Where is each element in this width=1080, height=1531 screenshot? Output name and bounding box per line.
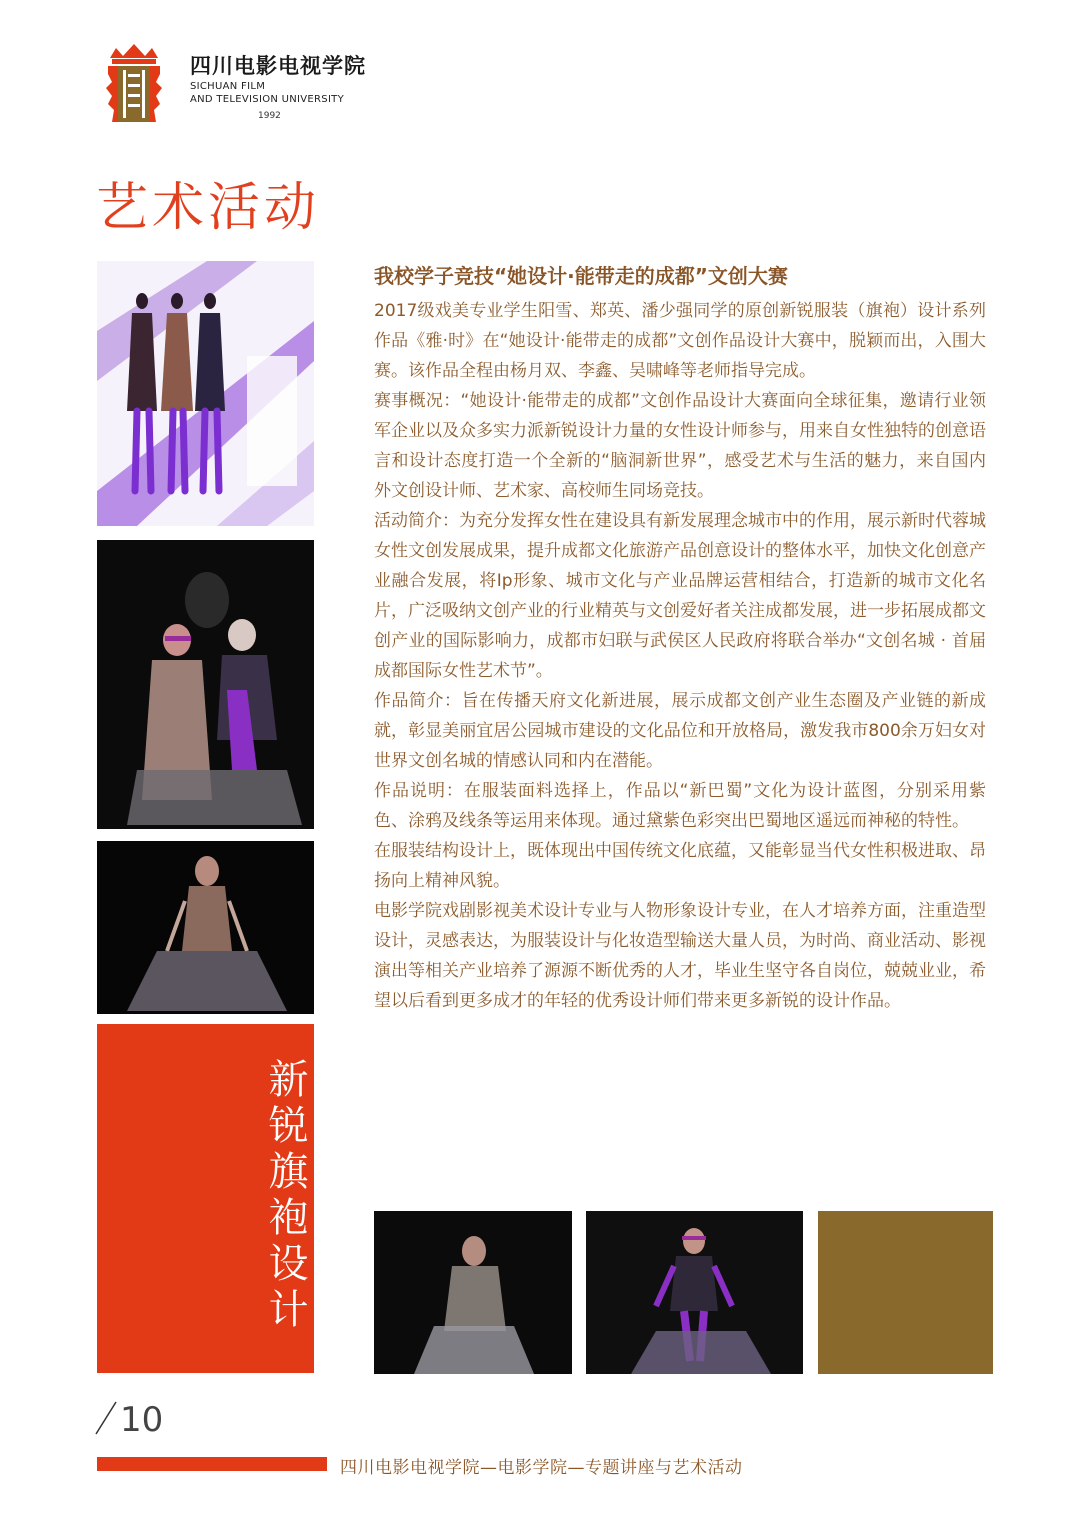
section-title: 艺术活动 <box>96 178 321 238</box>
model-portrait-photo-right <box>586 1211 803 1374</box>
school-name-cn: 四川电影电视学院 <box>190 54 366 78</box>
model-photo-image-icon <box>586 1211 803 1374</box>
founded-year: 1992 <box>258 111 281 121</box>
page-number: 10 <box>120 1400 164 1440</box>
school-name-en-line1: SICHUAN FILM <box>190 81 266 92</box>
footer-accent-bar <box>97 1457 327 1471</box>
school-name-en-line2: AND TELEVISION UNIVERSITY <box>190 94 345 105</box>
article <box>374 262 986 1016</box>
vertical-title: 新锐旗袍设计 <box>262 1058 308 1334</box>
model-photo-image-icon <box>97 841 314 1014</box>
article-title: 我校学子竞技“她设计·能带走的成都”文创大赛 <box>374 264 788 288</box>
slash-divider-icon <box>94 1400 118 1436</box>
fashion-sketch-image-icon <box>97 261 314 526</box>
article-paragraph-event: 活动简介：为充分发挥女性在建设具有新发展理念城市中的作用，展示新时代蓉城女性文创发展成果，提升成都文化旅游产品创意设计的整体水平，加快文化创意产业融合发展，将Ip形象、城市文化与产业品牌运营相结合，打造新的城市文化名片，广泛吸纳文创产业的行业精英与文创爱好者关注成都发展，进一步拓展成都文创产业的国际影响力，成都市妇联与武侯区人民政府将联合举办“文创名城 · 首届成都国际女性艺术节”。 <box>374 511 986 681</box>
article-paragraph-intro: 2017级戏美专业学生阳雪、郑英、潘少强同学的原创新锐服装（旗袍）设计系列作品《雅·时》在“她设计·能带走的成都”文创作品设计大赛中，脱颖而出，入围大赛。该作品全程由杨月双、李鑫、吴啸峰等老师指导完成。 <box>374 301 986 381</box>
article-paragraph-overview: 赛事概况：“她设计·能带走的成都”文创作品设计大赛面向全球征集，邀请行业领军企业以及众多实力派新锐设计力量的女性设计师参与，用来自女性独特的创意语言和设计态度打造一个全新的“脑洞新世界”，感受艺术与生活的魅力，来自国内外文创设计师、艺术家、高校师生同场竞技。 <box>374 391 986 501</box>
model-photo-image-icon <box>374 1211 572 1374</box>
gold-accent-block <box>818 1211 993 1374</box>
article-paragraph-work-intro: 作品简介：旨在传播天府文化新进展，展示成都文创产业生态圈及产业链的新成就，彰显美丽宜居公园城市建设的文化品位和开放格局，激发我市800余万妇女对世界文创名城的情感认同和内在潜能。 <box>374 691 986 771</box>
crown-faces-logo-icon <box>104 44 164 122</box>
fashion-sketch-photo <box>97 261 314 526</box>
article-paragraph-structure: 在服装结构设计上，既体现出中国传统文化底蕴，又能彰显当代女性积极进取、昂扬向上精神风貌。 <box>374 841 986 891</box>
article-paragraph-work-note: 作品说明：在服装面料选择上，作品以“新巴蜀”文化为设计蓝图，分别采用紫色、涂鸦及线条等运用来体现。通过黛紫色彩突出巴蜀地区遥远而神秘的特性。 <box>374 781 986 831</box>
model-portrait-photo-left <box>374 1211 572 1374</box>
model-seated-photo <box>97 841 314 1014</box>
models-group-photo <box>97 540 314 829</box>
models-photo-image-icon <box>97 540 314 829</box>
footer-caption: 四川电影电视学院—电影学院—专题讲座与艺术活动 <box>340 1458 743 1478</box>
article-paragraph-closing: 电影学院戏剧影视美术设计专业与人物形象设计专业，在人才培养方面，注重造型设计，灵感表达，为服装设计与化妆造型输送大量人员，为时尚、商业活动、影视演出等相关产业培养了源源不断优秀的人才，毕业生坚守各自岗位，兢兢业业，希望以后看到更多成才的年轻的优秀设计师们带来更多新锐的设计作品。 <box>374 901 986 1011</box>
